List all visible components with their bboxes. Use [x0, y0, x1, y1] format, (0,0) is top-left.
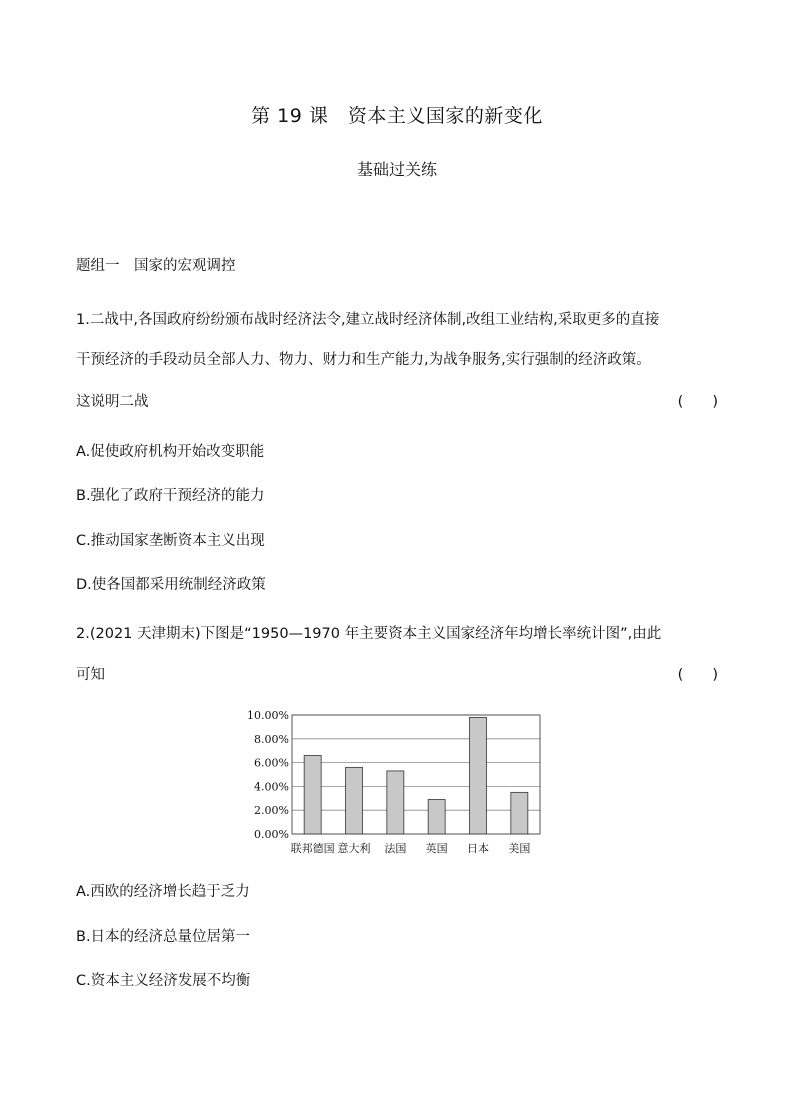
x-category-label: 英国 [425, 842, 448, 855]
q2-option-a: A.西欧的经济增长趋于乏力 [76, 884, 250, 900]
q2-option-c: C.资本主义经济发展不均衡 [76, 973, 251, 989]
y-tick-label: 6.00% [254, 756, 289, 770]
q2-stem-line1: 2.(2021 天津期末)下图是“1950—1970 年主要资本主义国家经济年均增长率统计图”,由此 [76, 626, 662, 642]
growth-rate-bar-chart [244, 706, 554, 860]
x-category-label: 联邦德国 [290, 842, 335, 855]
q2-answer-blank: ( ) [677, 667, 718, 683]
q1-option-c: C.推动国家垄断资本主义出现 [76, 533, 265, 549]
page-subtitle: 基础过关练 [356, 160, 437, 179]
x-category-label: 日本 [467, 842, 489, 855]
q1-option-d: D.使各国都采用统制经济政策 [76, 577, 266, 593]
bar [346, 767, 363, 834]
y-tick-label: 4.00% [254, 780, 289, 794]
y-tick-label: 0.00% [254, 828, 289, 841]
section-heading: 题组一 国家的宏观调控 [76, 258, 236, 274]
q1-option-b: B.强化了政府干预经济的能力 [76, 488, 265, 504]
x-category-label: 意大利 [337, 842, 371, 855]
q1-stem-line1: 1.二战中,各国政府纷纷颁布战时经济法令,建立战时经济体制,改组工业结构,采取更多的直接 [76, 312, 660, 328]
y-tick-label: 8.00% [254, 732, 289, 746]
q1-option-a: A.促使政府机构开始改变职能 [76, 444, 265, 460]
x-category-label: 法国 [384, 842, 407, 855]
q1-answer-blank: ( ) [677, 394, 718, 410]
bar [470, 717, 487, 834]
q2-stem-line2: 可知 [76, 667, 105, 683]
bar [304, 755, 321, 834]
x-category-label: 美国 [508, 842, 531, 855]
bar [387, 771, 404, 834]
q1-stem-line2: 干预经济的手段动员全部人力、物力、财力和生产能力,为战争服务,实行强制的经济政策。 [76, 352, 651, 368]
y-tick-label: 10.00% [247, 709, 289, 722]
page-title: 第 19 课 资本主义国家的新变化 [251, 105, 543, 127]
plot-frame [292, 715, 540, 834]
q2-option-b: B.日本的经济总量位居第一 [76, 929, 251, 945]
bar [511, 792, 528, 834]
y-tick-label: 2.00% [254, 804, 289, 818]
bar [428, 799, 445, 834]
q1-stem-line3: 这说明二战 [76, 394, 149, 410]
